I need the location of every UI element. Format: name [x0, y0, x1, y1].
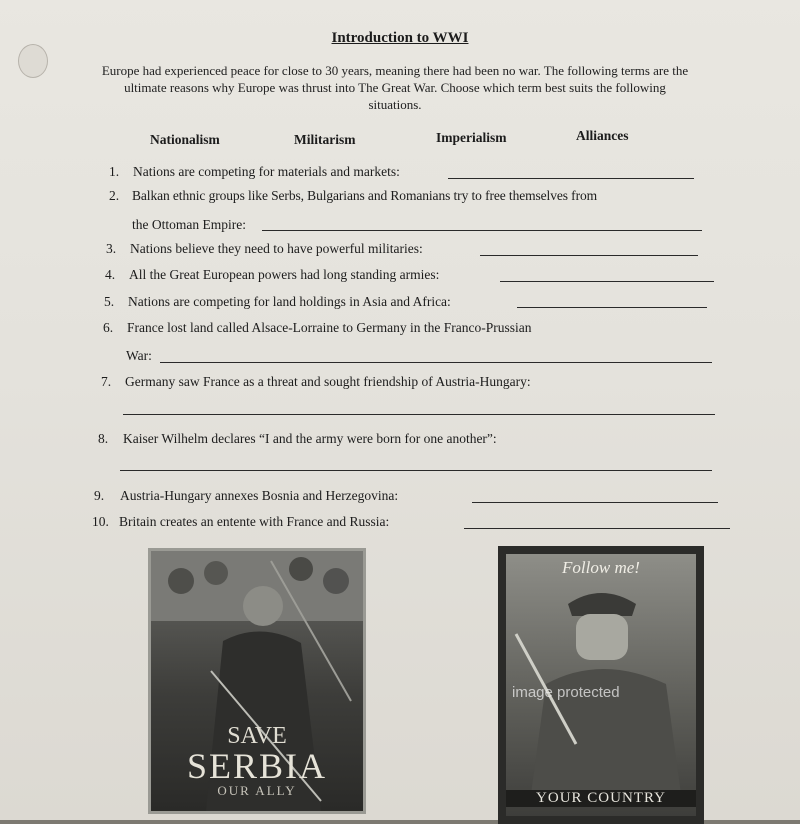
answer-line-8[interactable]	[120, 470, 712, 471]
answer-line-9[interactable]	[472, 502, 718, 503]
term-alliances: Alliances	[576, 128, 629, 143]
image-protected-watermark: image protected	[512, 684, 620, 701]
question-number: 9.	[94, 488, 105, 503]
poster-text-ally: OUR ALLY	[217, 783, 297, 798]
question-text: Britain creates an entente with France and Russia:	[119, 514, 390, 529]
question-number: 1.	[109, 164, 120, 179]
poster-text-serbia: SERBIA	[186, 746, 328, 786]
term-imperialism: Imperialism	[436, 130, 507, 145]
binder-hole	[18, 44, 48, 78]
question-text: Nations believe they need to have powerful militaries:	[130, 241, 423, 256]
page-title: Introduction to WWI	[331, 30, 469, 46]
term-militarism: Militarism	[294, 132, 356, 147]
question-number: 4.	[105, 267, 116, 282]
answer-line-2[interactable]	[262, 230, 702, 231]
save-serbia-poster	[148, 548, 366, 814]
question-text: Austria-Hungary annexes Bosnia and Herzegovina:	[120, 488, 399, 503]
question-text-continued: the Ottoman Empire:	[132, 217, 246, 232]
answer-line-1[interactable]	[448, 178, 694, 179]
question-number: 7.	[101, 374, 112, 389]
question-text: Nations are competing for materials and markets:	[133, 164, 400, 179]
question-number: 5.	[104, 294, 115, 309]
question-text: All the Great European powers had long standing armies:	[129, 267, 440, 282]
term-nationalism: Nationalism	[150, 132, 220, 147]
question-number: 2.	[109, 188, 120, 203]
answer-line-4[interactable]	[500, 281, 714, 282]
answer-line-5[interactable]	[517, 307, 707, 308]
follow-me-poster	[498, 546, 704, 824]
poster-text-save: SAVE	[227, 723, 287, 749]
answer-line-3[interactable]	[480, 255, 698, 256]
question-number: 8.	[98, 431, 109, 446]
question-text: Kaiser Wilhelm declares “I and the army were born for one another”:	[123, 431, 497, 446]
question-number: 3.	[106, 241, 117, 256]
question-text: Nations are competing for land holdings in Asia and Africa:	[128, 294, 451, 309]
answer-line-7[interactable]	[123, 414, 715, 415]
question-number: 6.	[103, 320, 114, 335]
question-number: 10.	[92, 514, 109, 529]
poster-text-follow-me: Follow me!	[562, 558, 640, 577]
question-text: Balkan ethnic groups like Serbs, Bulgarians and Romanians try to free themselves from	[132, 188, 598, 203]
question-text: Germany saw France as a threat and sought friendship of Austria-Hungary:	[125, 374, 531, 389]
question-text: France lost land called Alsace-Lorraine to Germany in the Franco-Prussian	[127, 320, 532, 335]
answer-line-6[interactable]	[160, 362, 712, 363]
answer-line-10[interactable]	[464, 528, 730, 529]
intro-paragraph: Europe had experienced peace for close to 30 years, meaning there had been no war. The following terms are the ultimate reasons why Europe was thrust into The Great War. Choose which term best suits the following situations.	[101, 63, 689, 112]
poster-text-your-country: YOUR COUNTRY	[506, 790, 696, 807]
question-text-continued: War:	[126, 348, 152, 363]
